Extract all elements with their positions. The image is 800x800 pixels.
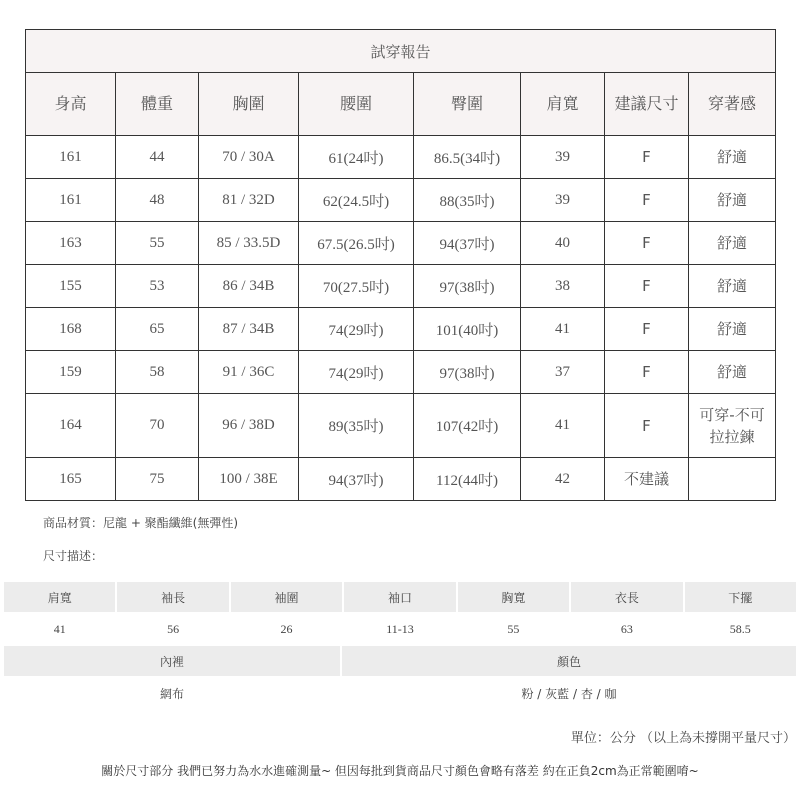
lining-header: 內裡: [4, 646, 340, 676]
cell-hip: 97(38吋): [414, 265, 521, 308]
header-fit-feel: 穿著感: [689, 73, 776, 136]
cell-suggested-size: F: [605, 394, 689, 458]
report-title: 試穿報告: [26, 30, 776, 73]
cell-weight: 75: [116, 458, 199, 501]
cell-waist: 74(29吋): [299, 308, 414, 351]
cell-weight: 44: [116, 136, 199, 179]
cell-height: 159: [26, 351, 116, 394]
size-description-grid: [2, 582, 798, 646]
cell-waist: 61(24吋): [299, 136, 414, 179]
header-weight: 體重: [116, 73, 199, 136]
cell-waist: 74(29吋): [299, 351, 414, 394]
size-value-cuff: 11-13: [386, 621, 414, 636]
size-header-hem: 下擺: [685, 582, 796, 612]
cell-shoulder: 41: [521, 308, 605, 351]
lining-value: 網布: [159, 686, 184, 701]
size-header-chest: 胸寬: [458, 582, 569, 612]
cell-weight: 70: [116, 394, 199, 458]
size-header-shoulder: 肩寬: [4, 582, 115, 612]
cell-suggested-size: F: [605, 222, 689, 265]
size-description-label: 尺寸描述：: [43, 549, 104, 563]
color-header: 顏色: [342, 646, 796, 676]
cell-suggested-size: 不建議: [605, 458, 689, 501]
cell-bust: 81 / 32D: [199, 179, 299, 222]
report-row: [26, 394, 776, 458]
report-row: [26, 265, 776, 308]
cell-height: 168: [26, 308, 116, 351]
cell-suggested-size: F: [605, 308, 689, 351]
cell-bust: 86 / 34B: [199, 265, 299, 308]
cell-shoulder: 39: [521, 179, 605, 222]
cell-waist: 94(37吋): [299, 458, 414, 501]
size-value-sleeve-length: 56: [167, 621, 180, 636]
cell-waist: 70(27.5吋): [299, 265, 414, 308]
cell-suggested-size: F: [605, 351, 689, 394]
cell-fit-feel: 舒適: [689, 308, 776, 351]
cell-weight: 53: [116, 265, 199, 308]
cell-height: 163: [26, 222, 116, 265]
cell-suggested-size: F: [605, 179, 689, 222]
report-body: [26, 136, 776, 501]
cell-shoulder: 38: [521, 265, 605, 308]
cell-fit-feel: 舒適: [689, 179, 776, 222]
cell-fit-feel: 舒適: [689, 222, 776, 265]
size-header-cuff: 袖口: [344, 582, 455, 612]
size-header-sleeve-length: 袖長: [117, 582, 228, 612]
size-value-sleeve-width: 26: [280, 621, 293, 636]
report-row: [26, 179, 776, 222]
cell-shoulder: 39: [521, 136, 605, 179]
cell-fit-feel: [689, 458, 776, 501]
size-value-hem: 58.5: [729, 621, 751, 636]
cell-bust: 96 / 38D: [199, 394, 299, 458]
cell-hip: 112(44吋): [414, 458, 521, 501]
report-row: [26, 351, 776, 394]
size-value-length: 63: [620, 621, 633, 636]
cell-bust: 70 / 30A: [199, 136, 299, 179]
cell-waist: 62(24.5吋): [299, 179, 414, 222]
report-row: [26, 458, 776, 501]
cell-weight: 48: [116, 179, 199, 222]
lining-color-grid: [2, 646, 798, 710]
size-header-length: 衣長: [571, 582, 682, 612]
cell-height: 161: [26, 179, 116, 222]
report-row: [26, 222, 776, 265]
cell-bust: 85 / 33.5D: [199, 222, 299, 265]
cell-weight: 58: [116, 351, 199, 394]
cell-height: 164: [26, 394, 116, 458]
cell-waist: 67.5(26.5吋): [299, 222, 414, 265]
cell-weight: 55: [116, 222, 199, 265]
cell-shoulder: 40: [521, 222, 605, 265]
cell-shoulder: 41: [521, 394, 605, 458]
cell-fit-feel: 舒適: [689, 351, 776, 394]
cell-bust: 87 / 34B: [199, 308, 299, 351]
header-shoulder: 肩寬: [521, 73, 605, 136]
cell-hip: 86.5(34吋): [414, 136, 521, 179]
material-note: 商品材質：尼龍 + 聚酯纖維(無彈性): [43, 516, 239, 530]
cell-hip: 107(42吋): [414, 394, 521, 458]
cell-weight: 65: [116, 308, 199, 351]
cell-height: 165: [26, 458, 116, 501]
try-on-report-table: [25, 29, 776, 501]
cell-waist: 89(35吋): [299, 394, 414, 458]
report-row: [26, 308, 776, 351]
color-value: 粉 / 灰藍 / 杏 / 咖: [521, 686, 617, 701]
cell-shoulder: 42: [521, 458, 605, 501]
size-value-chest: 55: [507, 621, 520, 636]
cell-hip: 94(37吋): [414, 222, 521, 265]
cell-bust: 100 / 38E: [199, 458, 299, 501]
cell-bust: 91 / 36C: [199, 351, 299, 394]
header-bust: 胸圍: [199, 73, 299, 136]
header-hip: 臀圍: [414, 73, 521, 136]
cell-suggested-size: F: [605, 265, 689, 308]
cell-fit-feel: 舒適: [689, 265, 776, 308]
cell-fit-feel: 舒適: [689, 136, 776, 179]
header-height: 身高: [26, 73, 116, 136]
size-disclaimer: 關於尺寸部分 我們已努力為水水進確測量~ 但因每批到貨商品尺寸顏色會略有落差 約在正負2cm為正常範圍唷~: [101, 764, 699, 778]
cell-hip: 97(38吋): [414, 351, 521, 394]
cell-height: 155: [26, 265, 116, 308]
size-header-sleeve-width: 袖圍: [231, 582, 342, 612]
header-suggested-size: 建議尺寸: [605, 73, 689, 136]
cell-suggested-size: F: [605, 136, 689, 179]
cell-height: 161: [26, 136, 116, 179]
cell-fit-feel: 可穿-不可拉拉鍊: [689, 394, 776, 458]
cell-hip: 101(40吋): [414, 308, 521, 351]
report-row: [26, 136, 776, 179]
cell-hip: 88(35吋): [414, 179, 521, 222]
size-value-shoulder: 41: [53, 621, 66, 636]
cell-shoulder: 37: [521, 351, 605, 394]
header-waist: 腰圍: [299, 73, 414, 136]
unit-note: 單位：公分 （以上為未撐開平量尺寸）: [570, 731, 796, 746]
